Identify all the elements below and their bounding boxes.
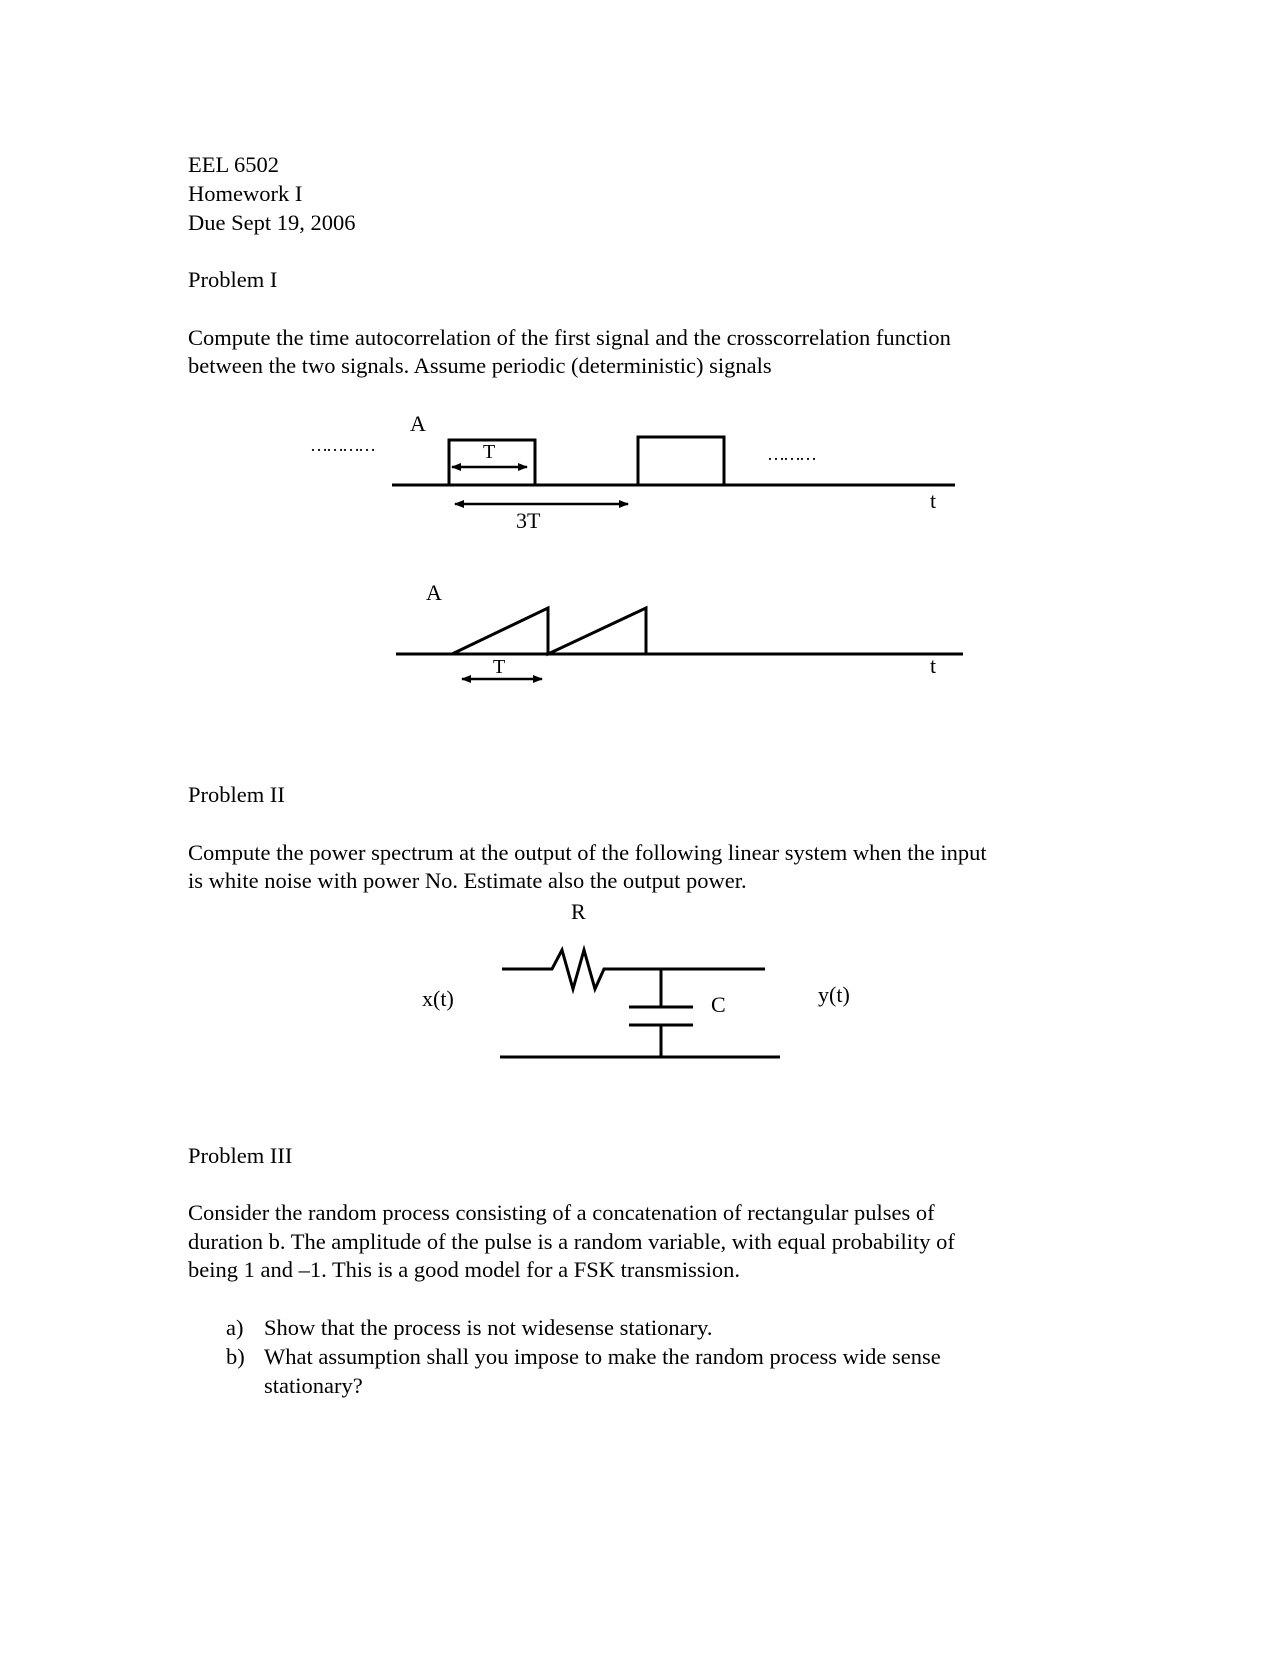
problem-3-text-line-2: duration b. The amplitude of the pulse is a random variable, with equal probability of xyxy=(188,1229,955,1254)
signal-2-time-label: t xyxy=(930,653,937,678)
resistor-label: R xyxy=(571,899,586,924)
signal-1-dots-right: ……… xyxy=(767,444,815,464)
list-item-text: What assumption shall you impose to make the random process wide sense xyxy=(264,1344,941,1369)
output-label: y(t) xyxy=(818,982,850,1007)
signal-1-width-label: T xyxy=(483,441,496,463)
list-item-marker: b) xyxy=(226,1344,245,1369)
list-item-marker: a) xyxy=(226,1315,244,1340)
signal-1-dots-left: ………… xyxy=(310,435,374,455)
assignment-title: Homework I xyxy=(188,181,303,206)
capacitor-label: C xyxy=(711,992,726,1017)
signal-1-time-label: t xyxy=(930,488,937,513)
problem-3-text-line-1: Consider the random process consisting of a concatenation of rectangular pulses of xyxy=(188,1200,935,1225)
list-item-text: Show that the process is not widesense stationary. xyxy=(264,1315,713,1340)
problem-2-title: Problem II xyxy=(188,782,285,807)
due-date: Due Sept 19, 2006 xyxy=(188,210,356,235)
problem-1-text-line-2: between the two signals. Assume periodic (deterministic) signals xyxy=(188,353,772,378)
problem-1-title: Problem I xyxy=(188,267,278,292)
problem-3-title: Problem III xyxy=(188,1143,293,1168)
signal-1-period-label: 3T xyxy=(516,508,541,533)
list-item-text-continued: stationary? xyxy=(264,1373,363,1398)
course-code: EEL 6502 xyxy=(188,152,280,177)
signal-2-period-label: T xyxy=(493,656,506,678)
problem-3-text-line-3: being 1 and –1. This is a good model for a FSK transmission. xyxy=(188,1257,741,1282)
resistor-wire xyxy=(502,950,765,989)
problem-2-text-line-1: Compute the power spectrum at the output of the following linear system when the input xyxy=(188,840,987,865)
input-label: x(t) xyxy=(422,986,454,1011)
signal-2-amplitude-label: A xyxy=(426,580,442,605)
problem-1-text-line-1: Compute the time autocorrelation of the first signal and the crosscorrelation function xyxy=(188,325,951,350)
problem-2-text-line-2: is white noise with power No. Estimate also the output power. xyxy=(188,868,747,893)
signal-1-amplitude-label: A xyxy=(410,411,426,436)
